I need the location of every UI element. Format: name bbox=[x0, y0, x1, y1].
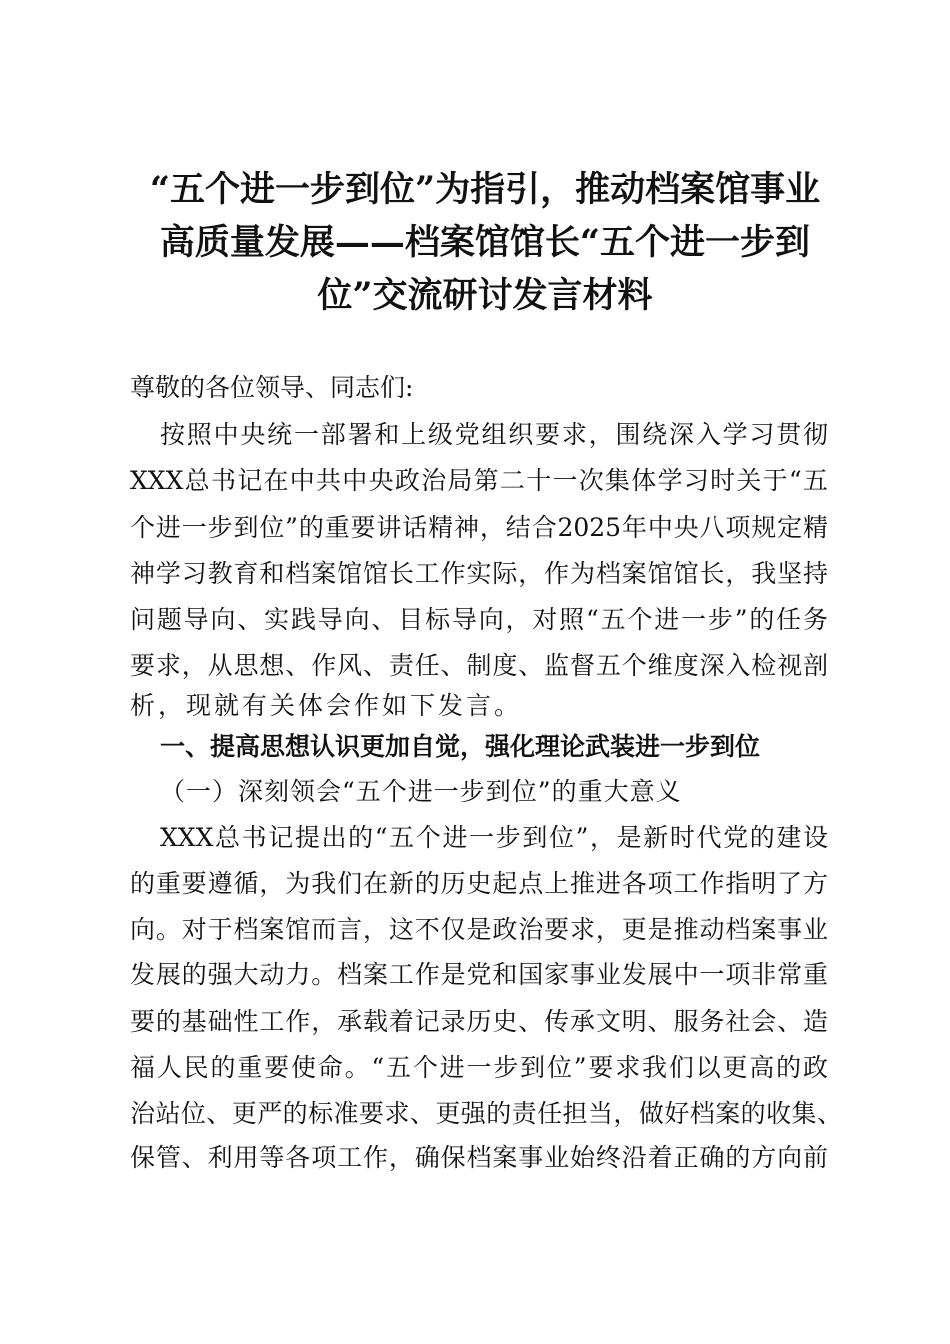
paragraph-line: 福人民的重要使命。“五个进一步到位”要求我们以更高的政 bbox=[130, 1053, 828, 1082]
paragraph-line: 要的基础性工作，承载着记录历史、传承文明、服务社会、造 bbox=[130, 1007, 828, 1036]
intro-line: 按照中央统一部署和上级党组织要求，围绕深入学习贯彻 bbox=[160, 420, 828, 449]
paragraph-line: 向。对于档案馆而言，这不仅是政治要求，更是推动档案事业 bbox=[130, 915, 828, 944]
paragraph-line: 发展的强大动力。档案工作是党和国家事业发展中一项非常重 bbox=[130, 960, 828, 989]
document-title-line-3: 位”交流研讨发言材料 bbox=[317, 275, 653, 316]
paragraph-line: 治站位、更严的标准要求、更强的责任担当，做好档案的收集、 bbox=[130, 1099, 842, 1128]
intro-line: 神学习教育和档案馆馆长工作实际，作为档案馆馆长，我坚持 bbox=[130, 559, 828, 588]
intro-line: 个进一步到位”的重要讲话精神，结合2025年中央八项规定精 bbox=[130, 513, 828, 542]
paragraph-line: 保管、利用等各项工作，确保档案事业始终沿着正确的方向前 bbox=[130, 1143, 828, 1172]
document-title-line-2: 高质量发展——档案馆馆长“五个进一步到 bbox=[159, 222, 811, 263]
intro-line: XXX总书记在中共中央政治局第二十一次集体学习时关于“五 bbox=[130, 466, 828, 495]
paragraph-line: 的重要遵循，为我们在新的历史起点上推进各项工作指明了方 bbox=[130, 869, 828, 898]
subsection-heading: （一）深刻领会“五个进一步到位”的重大意义 bbox=[160, 777, 682, 806]
intro-line: 要求，从思想、作风、责任、制度、监督五个维度深入检视剖 bbox=[130, 651, 828, 680]
intro-line: 析，现就有关体会作如下发言。 bbox=[130, 691, 523, 720]
intro-line: 问题导向、实践导向、目标导向，对照“五个进一步”的任务 bbox=[130, 605, 828, 634]
section-heading: 一、提高思想认识更加自觉，强化理论武装进一步到位 bbox=[160, 732, 761, 761]
document-title-line-1: “五个进一步到位”为指引，推动档案馆事业 bbox=[149, 169, 821, 210]
salutation: 尊敬的各位领导、同志们: bbox=[130, 373, 414, 402]
paragraph-line: XXX总书记提出的“五个进一步到位”，是新时代党的建设 bbox=[160, 823, 828, 852]
